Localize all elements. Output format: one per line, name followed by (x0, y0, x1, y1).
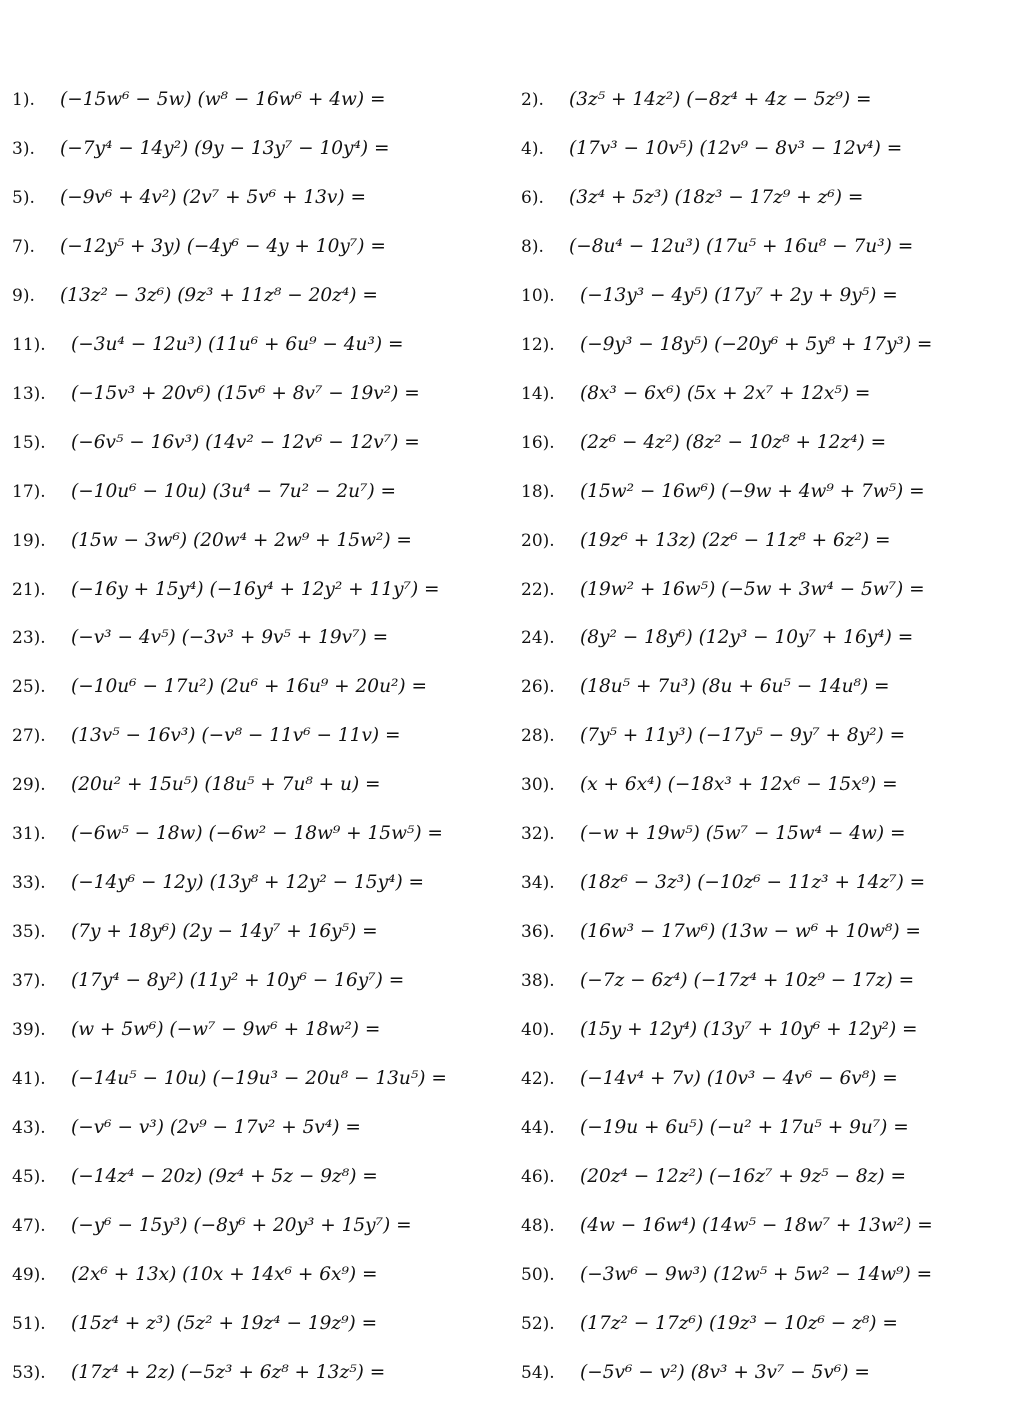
problem-expression: (−14y⁶ − 12y) (13y⁸ + 12y² − 15y⁴) = (71, 872, 425, 893)
problem-expression: (−7z − 6z⁴) (−17z⁴ + 10z⁹ − 17z) = (580, 970, 915, 991)
problem-item (521, 325, 1011, 365)
problem-expression: (−19u + 6u⁵) (−u² + 17u⁵ + 9u⁷) = (580, 1117, 909, 1138)
problem-item (521, 276, 1011, 316)
problem-item (12, 472, 507, 512)
problem-item (521, 765, 1011, 805)
problem-item (521, 1059, 1011, 1099)
problem-expression: (−10u⁶ − 10u) (3u⁴ − 7u² − 2u⁷) = (71, 481, 397, 502)
problem-item (12, 1304, 507, 1344)
problem-expression: (17y⁴ − 8y²) (11y² + 10y⁶ − 16y⁷) = (71, 970, 405, 991)
problem-number: 4). (521, 139, 544, 159)
problem-expression: (13v⁵ − 16v³) (−v⁸ − 11v⁶ − 11v) = (71, 725, 401, 746)
problem-number: 12). (521, 335, 555, 355)
problem-expression: (19w² + 16w⁵) (−5w + 3w⁴ − 5w⁷) = (580, 579, 925, 600)
problem-item (12, 912, 507, 952)
problem-expression: (−v³ − 4v⁵) (−3v³ + 9v⁵ + 19v⁷) = (71, 627, 389, 648)
problem-item (521, 1157, 1011, 1197)
problem-number: 45). (12, 1167, 46, 1187)
problem-number: 29). (12, 775, 46, 795)
problem-number: 26). (521, 677, 555, 697)
problem-expression: (−5v⁶ − v²) (8v³ + 3v⁷ − 5v⁶) = (580, 1362, 870, 1383)
problem-expression: (x + 6x⁴) (−18x³ + 12x⁶ − 15x⁹) = (580, 774, 898, 795)
problem-number: 2). (521, 90, 544, 110)
problem-number: 1). (12, 90, 35, 110)
problem-item (521, 1206, 1011, 1246)
problem-number: 30). (521, 775, 555, 795)
problem-expression: (−6w⁵ − 18w) (−6w² − 18w⁹ + 15w⁵) = (71, 823, 443, 844)
problem-item (521, 912, 1011, 952)
problem-number: 52). (521, 1314, 555, 1334)
problem-item (12, 276, 507, 316)
problem-expression: (8x³ − 6x⁶) (5x + 2x⁷ + 12x⁵) = (580, 383, 871, 404)
problem-item (521, 618, 1011, 658)
problem-item (521, 178, 1011, 218)
problem-item (12, 1010, 507, 1050)
problem-expression: (−3u⁴ − 12u³) (11u⁶ + 6u⁹ − 4u³) = (71, 334, 404, 355)
problem-expression: (−y⁶ − 15y³) (−8y⁶ + 20y³ + 15y⁷) = (71, 1215, 412, 1236)
problem-expression: (−15w⁶ − 5w) (w⁸ − 16w⁶ + 4w) = (60, 89, 386, 110)
problem-expression: (19z⁶ + 13z) (2z⁶ − 11z⁸ + 6z²) = (580, 530, 891, 551)
problem-expression: (−16y + 15y⁴) (−16y⁴ + 12y² + 11y⁷) = (71, 579, 440, 600)
problem-number: 48). (521, 1216, 555, 1236)
problem-item (521, 129, 1011, 169)
problem-item (12, 618, 507, 658)
problem-number: 24). (521, 628, 555, 648)
problem-number: 32). (521, 824, 555, 844)
problem-expression: (−v⁶ − v³) (2v⁹ − 17v² + 5v⁴) = (71, 1117, 361, 1138)
problem-number: 54). (521, 1363, 555, 1383)
problem-item (12, 1059, 507, 1099)
problem-item (12, 80, 507, 120)
problem-number: 5). (12, 188, 35, 208)
problem-expression: (13z² − 3z⁶) (9z³ + 11z⁸ − 20z⁴) = (60, 285, 378, 306)
problem-item (12, 716, 507, 756)
problem-item (12, 570, 507, 610)
problem-expression: (7y⁵ + 11y³) (−17y⁵ − 9y⁷ + 8y²) = (580, 725, 906, 746)
problem-number: 23). (12, 628, 46, 648)
problem-item (12, 1353, 507, 1393)
problem-item (521, 814, 1011, 854)
problem-number: 7). (12, 237, 35, 257)
problem-number: 40). (521, 1020, 555, 1040)
problem-item (521, 1255, 1011, 1295)
problem-expression: (−9v⁶ + 4v²) (2v⁷ + 5v⁶ + 13v) = (60, 187, 366, 208)
problem-item (12, 1108, 507, 1148)
problem-number: 18). (521, 482, 555, 502)
problem-item (521, 521, 1011, 561)
problem-number: 43). (12, 1118, 46, 1138)
problem-expression: (15y + 12y⁴) (13y⁷ + 10y⁶ + 12y²) = (580, 1019, 918, 1040)
problem-number: 49). (12, 1265, 46, 1285)
problem-expression: (4w − 16w⁴) (14w⁵ − 18w⁷ + 13w²) = (580, 1215, 933, 1236)
problem-item (521, 80, 1011, 120)
problem-item (12, 765, 507, 805)
problem-number: 34). (521, 873, 555, 893)
problem-number: 14). (521, 384, 555, 404)
problem-expression: (2z⁶ − 4z²) (8z² − 10z⁸ + 12z⁴) = (580, 432, 887, 453)
problem-number: 20). (521, 531, 555, 551)
problem-expression: (−14u⁵ − 10u) (−19u³ − 20u⁸ − 13u⁵) = (71, 1068, 447, 1089)
problem-item (521, 863, 1011, 903)
problem-item (12, 227, 507, 267)
problem-number: 16). (521, 433, 555, 453)
problem-item (521, 227, 1011, 267)
problem-number: 31). (12, 824, 46, 844)
problem-item (521, 1353, 1011, 1393)
problem-item (521, 716, 1011, 756)
problem-number: 42). (521, 1069, 555, 1089)
problem-number: 53). (12, 1363, 46, 1383)
problem-item (12, 521, 507, 561)
problem-number: 41). (12, 1069, 46, 1089)
problem-item (521, 570, 1011, 610)
problem-number: 19). (12, 531, 46, 551)
problem-number: 28). (521, 726, 555, 746)
problem-expression: (−3w⁶ − 9w³) (12w⁵ + 5w² − 14w⁹) = (580, 1264, 933, 1285)
problem-expression: (20z⁴ − 12z²) (−16z⁷ + 9z⁵ − 8z) = (580, 1166, 906, 1187)
problem-number: 37). (12, 971, 46, 991)
problem-number: 38). (521, 971, 555, 991)
problem-item (12, 129, 507, 169)
problem-item (521, 423, 1011, 463)
problem-expression: (8y² − 18y⁶) (12y³ − 10y⁷ + 16y⁴) = (580, 627, 914, 648)
problem-number: 15). (12, 433, 46, 453)
problem-item (12, 814, 507, 854)
problem-expression: (−w + 19w⁵) (5w⁷ − 15w⁴ − 4w) = (580, 823, 906, 844)
problem-item (521, 472, 1011, 512)
problem-item (521, 961, 1011, 1001)
problem-expression: (w + 5w⁶) (−w⁷ − 9w⁶ + 18w²) = (71, 1019, 381, 1040)
problem-number: 21). (12, 580, 46, 600)
problem-expression: (−7y⁴ − 14y²) (9y − 13y⁷ − 10y⁴) = (60, 138, 390, 159)
problem-expression: (3z⁵ + 14z²) (−8z⁴ + 4z − 5z⁹) = (569, 89, 872, 110)
problem-item (521, 1304, 1011, 1344)
problem-expression: (17v³ − 10v⁵) (12v⁹ − 8v³ − 12v⁴) = (569, 138, 903, 159)
problem-expression: (−15v³ + 20v⁶) (15v⁶ + 8v⁷ − 19v²) = (71, 383, 420, 404)
problem-item (12, 1157, 507, 1197)
problem-item (12, 961, 507, 1001)
problem-number: 33). (12, 873, 46, 893)
problem-expression: (2x⁶ + 13x) (10x + 14x⁶ + 6x⁹) = (71, 1264, 378, 1285)
problem-item (521, 667, 1011, 707)
problem-expression: (3z⁴ + 5z³) (18z³ − 17z⁹ + z⁶) = (569, 187, 864, 208)
problem-item (521, 374, 1011, 414)
problem-number: 50). (521, 1265, 555, 1285)
problem-number: 17). (12, 482, 46, 502)
problem-number: 39). (12, 1020, 46, 1040)
problem-expression: (15z⁴ + z³) (5z² + 19z⁴ − 19z⁹) = (71, 1313, 378, 1334)
problem-number: 22). (521, 580, 555, 600)
problem-number: 35). (12, 922, 46, 942)
problem-number: 47). (12, 1216, 46, 1236)
problem-expression: (−10u⁶ − 17u²) (2u⁶ + 16u⁹ + 20u²) = (71, 676, 428, 697)
problem-number: 27). (12, 726, 46, 746)
problem-item (12, 374, 507, 414)
problem-item (521, 1010, 1011, 1050)
problem-number: 8). (521, 237, 544, 257)
problem-expression: (20u² + 15u⁵) (18u⁵ + 7u⁸ + u) = (71, 774, 381, 795)
problem-expression: (−12y⁵ + 3y) (−4y⁶ − 4y + 10y⁷) = (60, 236, 386, 257)
problem-number: 9). (12, 286, 35, 306)
problem-number: 36). (521, 922, 555, 942)
problem-expression: (15w − 3w⁶) (20w⁴ + 2w⁹ + 15w²) = (71, 530, 412, 551)
problem-number: 6). (521, 188, 544, 208)
problem-number: 51). (12, 1314, 46, 1334)
problem-expression: (−9y³ − 18y⁵) (−20y⁶ + 5y⁸ + 17y³) = (580, 334, 933, 355)
problem-item (12, 325, 507, 365)
problem-number: 11). (12, 335, 46, 355)
problem-expression: (18z⁶ − 3z³) (−10z⁶ − 11z³ + 14z⁷) = (580, 872, 926, 893)
problem-item (12, 1255, 507, 1295)
problem-expression: (−14z⁴ − 20z) (9z⁴ + 5z − 9z⁸) = (71, 1166, 378, 1187)
problem-expression: (17z⁴ + 2z) (−5z³ + 6z⁸ + 13z⁵) = (71, 1362, 386, 1383)
problem-item (12, 863, 507, 903)
problem-expression: (−8u⁴ − 12u³) (17u⁵ + 16u⁸ − 7u³) = (569, 236, 914, 257)
problem-number: 44). (521, 1118, 555, 1138)
problem-expression: (15w² − 16w⁶) (−9w + 4w⁹ + 7w⁵) = (580, 481, 925, 502)
problem-expression: (−6v⁵ − 16v³) (14v² − 12v⁶ − 12v⁷) = (71, 432, 420, 453)
problem-expression: (−13y³ − 4y⁵) (17y⁷ + 2y + 9y⁵) = (580, 285, 898, 306)
problem-expression: (17z² − 17z⁶) (19z³ − 10z⁶ − z⁸) = (580, 1313, 898, 1334)
problem-number: 46). (521, 1167, 555, 1187)
problem-number: 3). (12, 139, 35, 159)
problem-item (12, 423, 507, 463)
problem-item (12, 1206, 507, 1246)
problem-item (12, 667, 507, 707)
problem-expression: (18u⁵ + 7u³) (8u + 6u⁵ − 14u⁸) = (580, 676, 890, 697)
problem-number: 10). (521, 286, 555, 306)
problem-item (12, 178, 507, 218)
problem-number: 13). (12, 384, 46, 404)
problem-expression: (−14v⁴ + 7v) (10v³ − 4v⁶ − 6v⁸) = (580, 1068, 898, 1089)
problem-expression: (7y + 18y⁶) (2y − 14y⁷ + 16y⁵) = (71, 921, 378, 942)
problem-number: 25). (12, 677, 46, 697)
problem-expression: (16w³ − 17w⁶) (13w − w⁶ + 10w⁸) = (580, 921, 921, 942)
problem-item (521, 1108, 1011, 1148)
